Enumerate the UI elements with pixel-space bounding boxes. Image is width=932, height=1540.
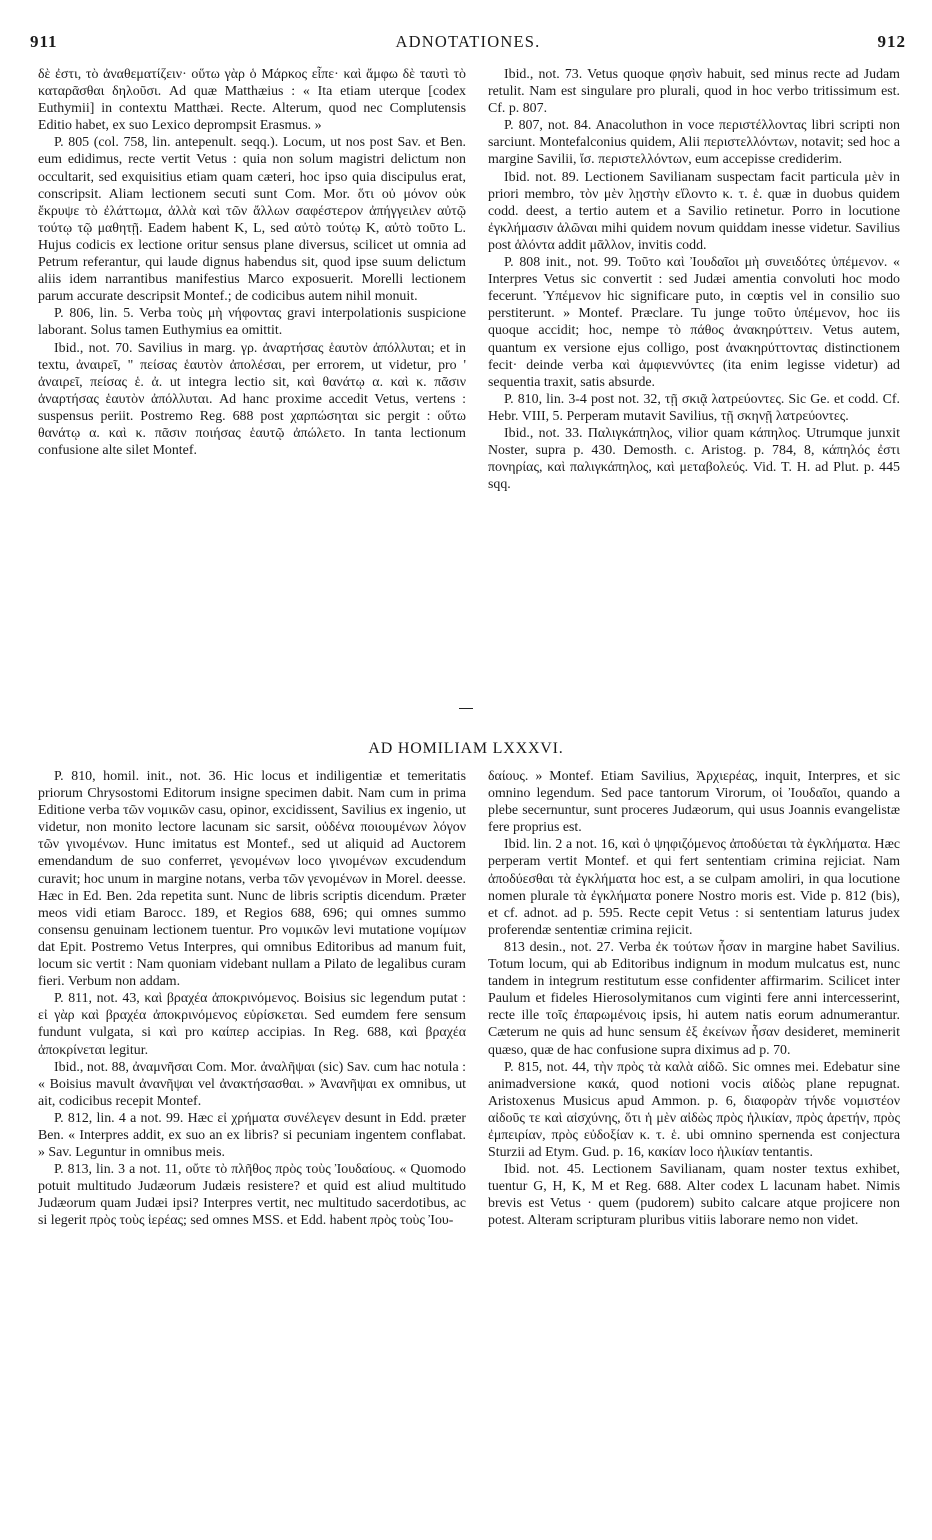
top-right-column [488,66,900,493]
section-title: AD HOMILIAM LXXXVI. [368,740,564,757]
annotation-paragraph: P. 807, not. 84. Anacoluthon in voce περιστέλλοντας libri scripti non sarciunt. Montefalconius quidem, Alii περιστελλόντων, notavit; sed hoc a margine Savilii, ἴσ. περιστελλόντων, eum accepisse crediderim. [488,118,900,168]
annotation-paragraph: Ibid. lin. 2 a not. 16, καὶ ὁ ψηφιζόμενος ἀποδύεται τὰ ἐγκλήματα. Hæc perperam vertit Montef. et qui fert sententiam crimina rejiciat. Nam ἀποδύεσθαι τὰ ἐγκλήματα hoc est, a se culpam amoliri, in qua locutione nomen plurale τὰ ἐγκλήματα ponere Nostro moris est. Vide p. 812 (bis), et cf. adnot. ad p. 595. Recte cepit Vetus : si sententiam laturus judex proferendæ sententiæ crimina rejicit. [488,837,900,938]
bottom-left-column [38,768,466,1230]
annotation-paragraph: P. 812, lin. 4 a not. 99. Hæc εἰ χρήματα συνέλεγεν desunt in Edd. præter Ben. « Interpres addit, ex suo an ex libris? si pecuniam ingentem conflabat. » Sav. Leguntur in omnibus meis. [38,1110,466,1161]
annotation-paragraph: P. 808 init., not. 99. Τοῦτο καὶ Ἰουδαῖοι μὴ συνειδότες ὑπέμενον. « Interpres Vetus sic convertit : sed Judæi amentia convoluti hoc modo fecerunt. Ὑπέμενον hic significare puto, in cœptis vel in consilio suo perstiterunt. » Montef. Præclare. Tu junge τοῦτο ὑπέμενον, hoc iis quoque accidit; hoc, nempe τὸ πάθος ἀνακηρύττειν. Vetus autem, quantum ex versione ejus colligo, post ἀνακηρύττοντας distinctionem fecit· deinde verba καὶ ἀμφιεννύντες (ita enim legisse videtur) ad sequentia traxit, satis absurde. [488,255,900,390]
annotation-paragraph: Ibid., not. 33. Παλιγκάπηλος, vilior quam κάπηλος. Utrumque junxit Noster, supra p. 430. Demosth. c. Aristog. p. 784, 8, κάπηλός ἐστι πονηρίας, καὶ παλιγκάπηλος, καὶ μεταβολεύς. Vid. T. H. ad Plut. p. 445 sqq. [488,425,900,493]
annotation-paragraph: P. 810, lin. 3-4 post not. 32, τῇ σκιᾷ λατρεύοντες. Sic Ge. et codd. Cf. Hebr. VIII, 5. Perperam mutavit Savilius, τῇ σκηνῇ λατρεύοντες. [488,391,900,424]
annotation-paragraph: P. 813, lin. 3 a not. 11, οὔτε τὸ πλῆθος πρὸς τοὺς Ἰουδαίους. « Quomodo potuit multitudo Judæorum Judæis resistere? et quid est aliud multitudo Judæorum quam Judæi ipsi? Interpres vertit, nec multitudo sacerdotibus, ac si legerit πρὸς τοὺς ἱερέας; sed omnes MSS. et Edd. habent πρὸς τοὺς Ἰου- [38,1162,466,1229]
page-number-left: 911 [30,32,58,51]
annotation-paragraph: Ibid. not. 45. Lectionem Savilianam, quam noster textus exhibet, tuentur G, H, K, M et Reg. 688. Alter codex L lacunam habet. Nimis brevis est Vetus · quem (pudorem) subito calcare atque projicere non potest. Alteram scripturam pluribus vitiis laborare nemo non videt. [488,1162,900,1229]
annotation-paragraph: P. 810, homil. init., not. 36. Hic locus et indiligentiæ et temeritatis priorum Chrysostomi Editorum insigne specimen dabit. Nam cum in prima Editione verba τῶν νομικῶν casu, opinor, excidissent, Savilius ex ingenio, ut videtur, non monito lectore lacunam sic sarsit, οὐδένα ποιουμένων λόγον τῶν γινομένων. Hunc imitatus est Montef., sed ut aliquid ad Auctorem emendandum de suo conferret, γενομένων loco γινομένων excudendum curavit; hoc unum in margine notans, verba τῶν γενομένων in Morel. deesse. Hæc in Ed. Ben. 2da repetita sunt. Nunc de libris scriptis dicendum. Præter meos vidi etiam Barocc. 189, et Regios 688, 696; qui omnes summo consensu genuinam lectionem tuentur. Pro νομικῶν levi mutatione νομίμων dat Epit. Postremo Vetus Interpres, qui omnibus Editoribus ad manum fuit, locum sic vertit : Nam quoniam videbant nullam a Pilato de legalibus curam fieri. Verbum non addam. [38,769,466,990]
running-title: ADNOTATIONES. [395,32,541,51]
bottom-right-column [488,768,900,1230]
page-number-right: 912 [877,32,906,51]
annotation-paragraph: Ibid., not. 73. Vetus quoque φησὶν habuit, sed minus recte ad Judam retulit. Nam est singulare pro plurali, quod in hoc verbo tritissimum est. Cf. p. 807. [488,67,900,117]
annotation-paragraph: Ibid. not. 89. Lectionem Savilianam suspectam facit particula μὲν in priori membro, τὸν μὲν λῃστὴν εἵλοντο κ. τ. ἑ. quæ in duobus quidem codd. deest, a tertio autem et a Savilio retinetur. Porro in locutione ἐγκλήμασιν ἀλῶναι mihi quidem novum quiddam inesse videtur. Savilius post ἁλόντα addit μᾶλλον, invitis codd. [488,169,900,253]
annotation-paragraph: P. 811, not. 43, καὶ βραχέα ἀποκρινόμενος. Boisius sic legendum putat : εἰ γὰρ καὶ βραχέα ἀποκρινόμενος εὑρίσκεται. Sed eumdem fere sensum fundunt vulgata, si καὶ pro καίπερ accipias. In Reg. 688, καὶ βραχέα ἀποκρίνεται legitur. [38,991,466,1058]
annotation-paragraph: δαίους. » Montef. Etiam Savilius, Ἀρχιερέας, inquit, Interpres, et sic omnino legendum. Sed pace tantorum Virorum, οἱ Ἰουδαῖοι, quando a plebe secernuntur, sunt proceres Judæorum, qui usus Joannis evangelistæ fere proprius est. [488,769,900,836]
top-left-column [38,66,466,459]
annotation-paragraph: Ibid., not. 88, ἀναμνῆσαι Com. Mor. ἀναλῆψαι (sic) Sav. cum hac notula : « Boisius mavult ἀνανῆψαι vel ἀνακτήσασθαι. » Ἀνανῆψαι ex omnibus, ut ait, codicibus recepit Montef. [38,1059,466,1109]
annotation-paragraph: 813 desin., not. 27. Verba ἐκ τούτων ἦσαν in margine habet Savilius. Totum locum, qui ab Editoribus indignum in modum mulcatus est, nunc tandem in integrum restitutum esse confidenter affirmarim. Scilicet inter Paulum et fideles Hierosolymitanos cum viginti fere anni intercesserint, recte ille τοῖς ἐπαρωμένοις ipsis, hi autem natis eorum adnumerantur. Cæterum ne quis ad hunc sensum ἐξ ἐκείνων ἦσαν desideret, meminerit quæso, quæ de hac confusione supra diximus ad p. 70. [488,939,900,1058]
section-divider [459,708,473,709]
annotation-paragraph: δὲ ἐστι, τὸ ἀναθεματίζειν· οὕτω γὰρ ὁ Μάρκος εἶπε· καὶ ἄμφω δὲ ταυτὶ τὸ καταρᾶσθαι δηλοῦσι. Ad quæ Matthæius : « Ita etiam uterque [codex Euthymii] in contextu Matthæi. Recte. Alterum, quod nec Complutensis Editio habet, ex suo Lexico deprompsit Erasmus. » [38,67,466,134]
annotation-paragraph: Ibid., not. 70. Savilius in marg. γρ. ἀναρτήσας ἑαυτὸν ἀπόλλυται; et in textu, ἀναιρεῖ, " πείσας ἑαυτὸν ἀπολέσαι, per errorem, ut videtur, pro ' ἀναιρεῖ, πείσας ἑ. ἀ. ut integra lectio sit, καὶ θανάτῳ α. καὶ κ. πᾶσιν ἀναρτήσας ἑαυτὸν ἀπόλλυται. Ad hanc proxime accedit Vetus, vertens : suspensus periit. Postremo Reg. 688 post χαρπώσηται sic pergit : οὕτω θανάτῳ α. καὶ κ. πᾶσιν ποιήσας ἑαυτῷ ἀπώλετο. In tanta lectionum confusione alte silet Montef. [38,340,466,459]
annotation-paragraph: P. 805 (col. 758, lin. antepenult. seqq.). Locum, ut nos post Sav. et Ben. eum edidimus, recte vertit Vetus : quia non solum magistri delictum non occultarit, sed exquisitius etiam quam cæteri, hoc ipso quia discipulus erat, conscripsit. Aliam lectionem secuti sunt Com. Mor. ὅτι οὐ μόνον οὐκ ἔκρυψε τὸ ἐλάττωμα, ἀλλὰ καὶ τῶν ἄλλων σαφέστερον ἀπήγγειλεν αὐτῷ τούτῳ τῷ μαθητῇ. Eadem habent K, L, sed αὐτὸ τούτῳ K, αὐτὸ τοῦτο L. Hujus codicis ex lectione oritur sensus plane diversus, scilicet ut omnia ad Petrum referantur, qui laude dignus habendus sit, quod ipse suum delictum aliis idem narrantibus manifestius Marco exposuerit. Morelli lectionem parum accurate descripsit Montef.; de codicibus autem nihil monuit. [38,135,466,305]
running-header [30,32,906,58]
annotation-paragraph: P. 806, lin. 5. Verba τοὺς μὴ νήφοντας gravi interpolationis suspicione laborant. Solus tamen Euthymius ea omittit. [38,306,466,339]
annotation-paragraph: P. 815, not. 44, τὴν πρὸς τὰ καλὰ αἰδῶ. Sic omnes mei. Edebatur sine animadversione κακά, quod notioni vocis αἰδὼς plane repugnat. Aristoxenus Musicus apud Ammon. p. 6, διαφορὰν τήνδε νομιστέον αἰδοῦς τε καὶ αἰσχύνης, ὅτι ἡ μὲν αἰδὼς πρὸς ἡλικίαν, πρὸς ἀρετήν, πρὸς ἐμπειρίαν, πρὸς εὐδοξίαν κ. τ. ἑ. ubi omnino spernenda est conjectura Sturzii ad Etym. Gud. p. 16, κακίαν loco ἡλικίαν tentantis. [488,1059,900,1161]
